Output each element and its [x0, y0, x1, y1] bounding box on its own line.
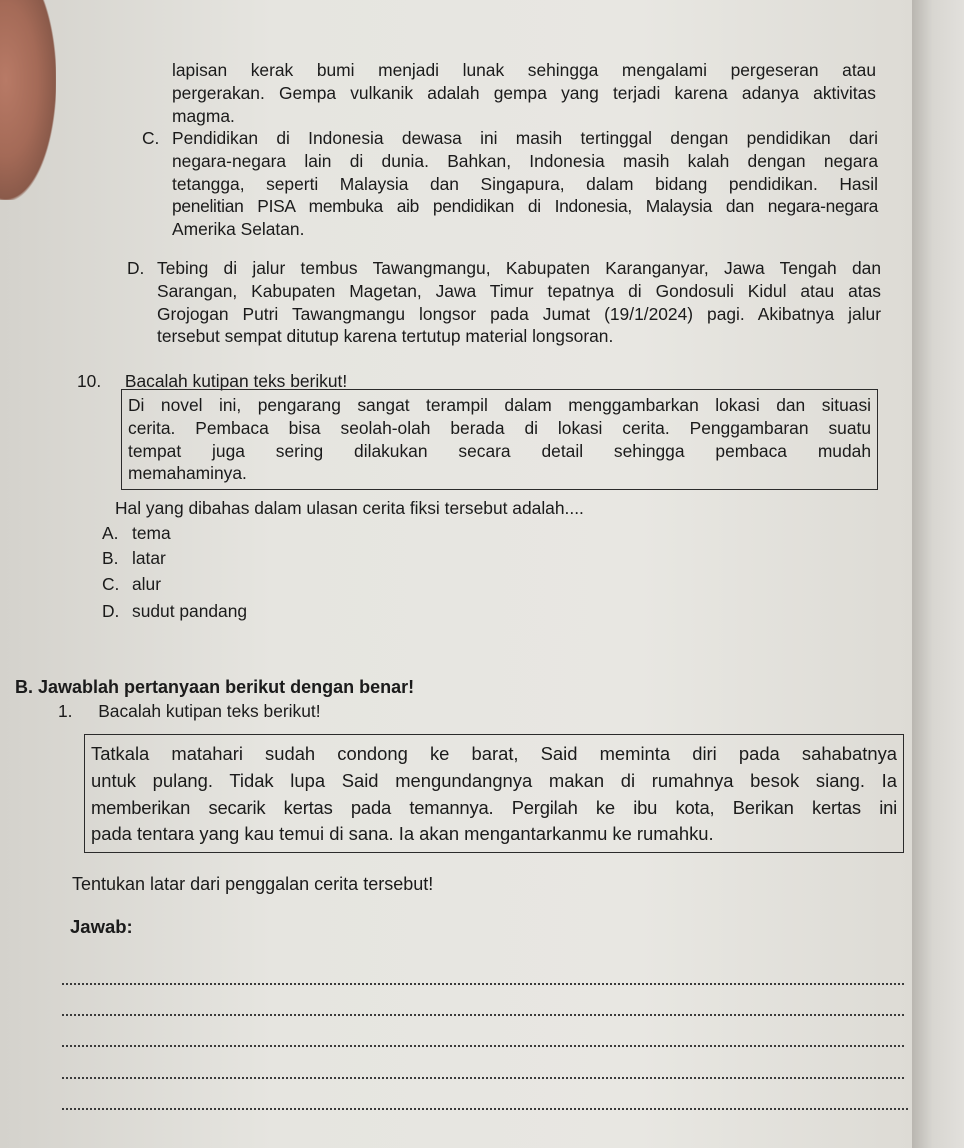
excerpt-line: tempat juga sering dilakukan secara detail sehingga pembaca mudah — [128, 440, 871, 461]
question-number: 10. — [77, 371, 102, 391]
prev-option-d[interactable] — [127, 257, 881, 348]
option-line: Sarangan, Kabupaten Magetan, Jawa Timur tepatnya di Gondosuli Kidul atau atas — [157, 280, 881, 301]
choice-d[interactable] — [102, 600, 402, 623]
choice-letter: B. — [102, 548, 119, 568]
answer-line[interactable] — [62, 1108, 908, 1110]
question-prompt: Bacalah kutipan teks berikut! — [98, 701, 321, 721]
option-line: Amerika Selatan. — [172, 219, 305, 240]
choice-letter: C. — [102, 574, 120, 594]
excerpt-line: cerita. Pembaca bisa seolah-olah berada di lokasi cerita. Penggambaran suatu — [128, 417, 871, 438]
choice-text: tema — [132, 523, 171, 543]
question-10-question: Hal yang dibahas dalam ulasan cerita fiksi tersebut adalah.... — [115, 498, 584, 518]
section-b-instruction: Tentukan latar dari penggalan cerita tersebut! — [72, 874, 434, 894]
option-line: penelitian PISA membuka aib pendidikan di Indonesia, Malaysia dan negara-negara — [172, 196, 878, 217]
section-b-excerpt — [84, 734, 904, 853]
intro-paragraph — [172, 59, 876, 127]
answer-line[interactable] — [62, 1077, 904, 1079]
excerpt-line: Tatkala matahari sudah condong ke barat, Said meminta diri pada sahabatnya — [91, 743, 897, 764]
prev-option-c[interactable] — [142, 127, 878, 241]
choice-b[interactable] — [102, 547, 402, 570]
intro-line: pergerakan. Gempa vulkanik adalah gempa yang terjadi karena adanya aktivitas — [172, 82, 876, 103]
choice-text: sudut pandang — [132, 601, 248, 621]
question-prompt: Bacalah kutipan teks berikut! — [124, 371, 348, 391]
section-b-q1-header — [58, 700, 558, 723]
next-page-edge — [912, 0, 964, 1148]
option-line: tersebut sempat ditutup karena tertutup material longsoran. — [157, 326, 614, 347]
option-line: Pendidikan di Indonesia dewasa ini masih tertinggal dengan pendidikan dari — [172, 128, 878, 148]
answer-line[interactable] — [62, 1014, 904, 1016]
excerpt-line: untuk pulang. Tidak lupa Said mengundangnya makan di rumahnya besok siang. Ia — [91, 769, 897, 791]
excerpt-line: Di novel ini, pengarang sangat terampil dalam menggambarkan lokasi dan situasi — [128, 395, 871, 415]
answer-line[interactable] — [62, 1045, 904, 1047]
choice-a[interactable] — [102, 522, 402, 545]
option-letter: C. — [142, 128, 160, 148]
option-line: Grojogan Putri Tawangmangu longsor pada Jumat (19/1/2024) pagi. Akibatnya jalur — [157, 303, 881, 324]
excerpt-line: memahaminya. — [128, 463, 247, 484]
answer-label: Jawab: — [70, 916, 133, 937]
option-line: negara-negara lain di dunia. Bahkan, Indonesia masih kalah dengan negara — [172, 150, 878, 171]
question-10-excerpt — [121, 389, 878, 490]
section-b-heading: B. Jawablah pertanyaan berikut dengan benar! — [15, 677, 415, 697]
choice-text: alur — [132, 574, 161, 594]
option-letter: D. — [127, 258, 145, 278]
option-line: tetangga, seperti Malaysia dan Singapura, dalam bidang pendidikan. Hasil — [172, 173, 878, 194]
choice-c[interactable] — [102, 573, 402, 596]
answer-line[interactable] — [62, 983, 904, 985]
intro-line: lapisan kerak bumi menjadi lunak sehingga mengalami pergeseran atau — [172, 60, 876, 80]
excerpt-line: pada tentara yang kau temui di sana. Ia akan mengantarkanmu ke rumahku. — [91, 823, 714, 845]
thumb — [0, 0, 56, 200]
question-number: 1. — [58, 701, 73, 721]
choice-text: latar — [132, 548, 166, 568]
excerpt-line: memberikan secarik kertas pada temannya. Pergilah ke ibu kota, Berikan kertas ini — [91, 796, 897, 818]
intro-line: magma. — [172, 105, 235, 126]
option-line: Tebing di jalur tembus Tawangmangu, Kabupaten Karanganyar, Jawa Tengah dan — [157, 258, 881, 278]
choice-letter: D. — [102, 601, 120, 621]
choice-letter: A. — [102, 523, 119, 543]
